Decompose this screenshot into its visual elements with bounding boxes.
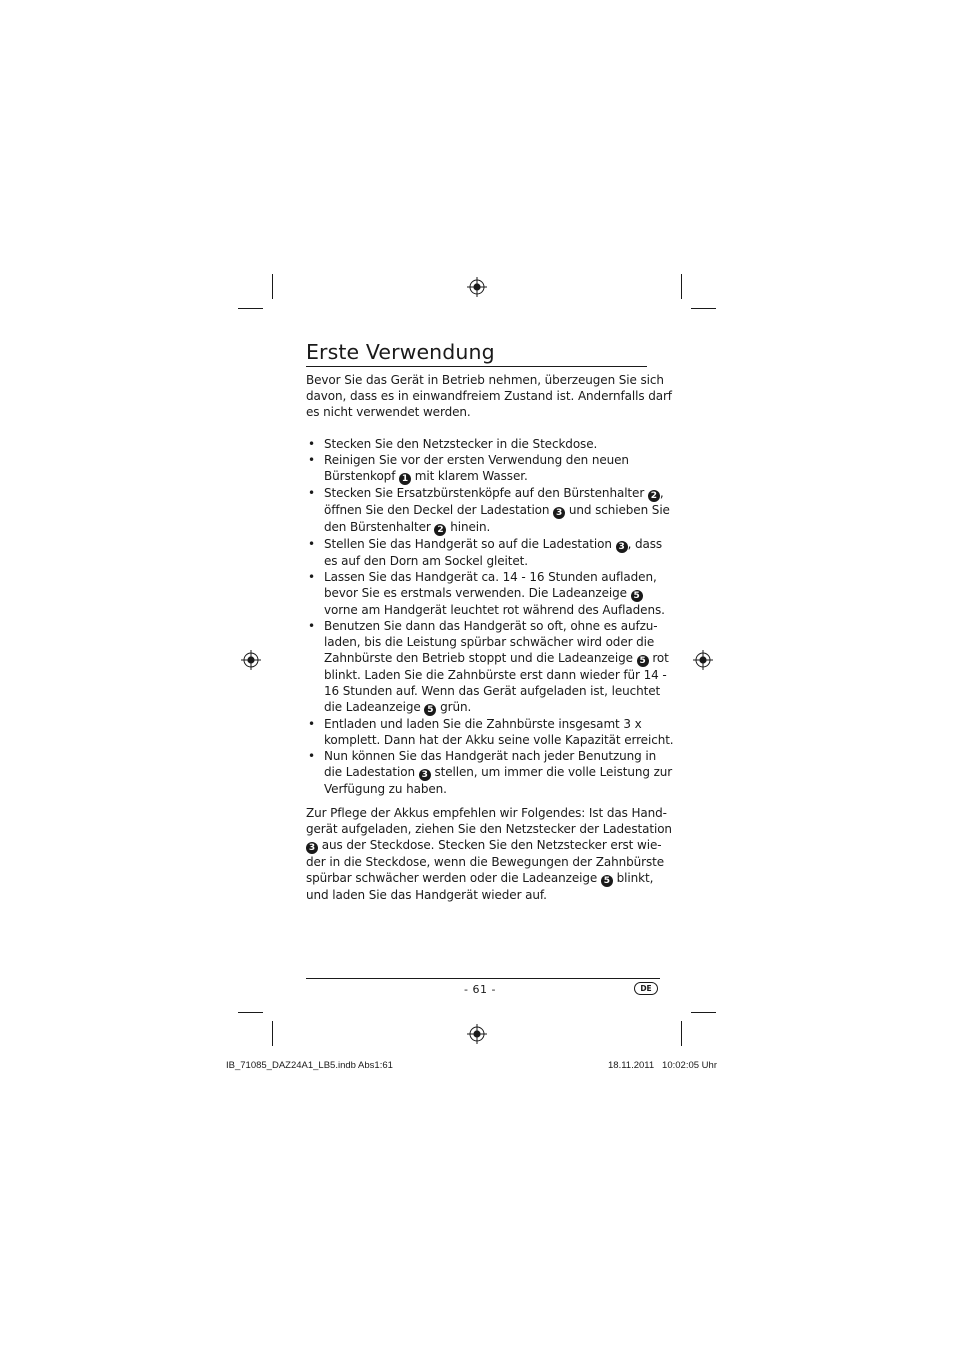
list-item-text: bevor Sie es erstmals verwenden. Die Ladeanzeige [324, 586, 627, 600]
crop-mark-top-right-horizontal [691, 308, 716, 309]
list-item [306, 485, 670, 536]
list-item-line [324, 764, 673, 781]
list-item-text: rot [652, 651, 669, 665]
bullet-icon: • [308, 749, 315, 763]
list-item [306, 618, 669, 716]
section-title: Erste Verwendung [306, 340, 495, 364]
list-item-line [324, 502, 670, 519]
crop-mark-top-right-vertical [681, 274, 682, 299]
bullet-icon: • [308, 619, 315, 633]
part-number-2-icon: 2 [434, 524, 446, 536]
part-number-5-icon: 5 [637, 655, 649, 667]
list-item-text: hinein. [450, 520, 491, 534]
list-item-line: Lassen Sie das Handgerät ca. 14 - 16 Stunden aufladen, [324, 570, 657, 584]
bullet-icon: • [308, 570, 315, 584]
crop-mark-top-left-vertical [272, 274, 273, 299]
part-number-5-icon: 5 [631, 590, 643, 602]
crop-mark-bottom-left-horizontal [238, 1012, 263, 1013]
bullet-icon: • [308, 537, 315, 551]
intro-line: Bevor Sie das Gerät in Betrieb nehmen, überzeugen Sie sich [306, 373, 664, 387]
part-number-3-icon: 3 [419, 769, 431, 781]
list-item [306, 536, 663, 569]
part-number-5-icon: 5 [424, 704, 436, 716]
list-item-text: Bürstenkopf [324, 469, 396, 483]
list-item-text: mit klarem Wasser. [414, 469, 528, 483]
instruction-list [306, 436, 674, 797]
list-item-line: 16 Stunden auf. Wenn das Gerät aufgeladen ist, leuchtet [324, 684, 661, 698]
list-item-text: Stellen Sie das Handgerät so auf die Ladestation [324, 537, 612, 551]
part-number-3-icon: 3 [553, 507, 565, 519]
list-item [306, 452, 654, 485]
list-item-text: , dass [627, 537, 663, 551]
bullet-icon: • [308, 486, 315, 500]
care-text: spürbar schwächer werden oder die Ladeanzeige [306, 871, 598, 885]
care-line: der in die Steckdose, wenn die Bewegungen der Zahnbürste [306, 855, 664, 869]
list-item-text: stellen, um immer die volle Leistung zur [434, 765, 673, 779]
crop-mark-bottom-right-vertical [681, 1021, 682, 1046]
intro-line: es nicht verwendet werden. [306, 405, 471, 419]
print-slug-timestamp: 18.11.2011 10:02:05 Uhr [608, 1060, 717, 1071]
list-item-line: Benutzen Sie dann das Handgerät so oft, ohne es aufzu- [324, 619, 658, 633]
care-line: Zur Pflege der Akkus empfehlen wir Folgendes: Ist das Hand- [306, 806, 667, 820]
care-line [306, 837, 662, 854]
list-item-line [324, 536, 663, 553]
list-item-line: Entladen und laden Sie die Zahnbürste insgesamt 3 x [324, 717, 642, 731]
part-number-2-icon: 2 [648, 490, 660, 502]
list-item-line: vorne am Handgerät leuchtet rot während des Aufladens. [324, 603, 665, 617]
list-item-line [324, 485, 664, 502]
list-item-line: laden, bis die Leistung spürbar schwächer wird oder die [324, 635, 655, 649]
registration-mark-icon [241, 650, 261, 670]
part-number-3-icon: 3 [616, 541, 628, 553]
part-number-5-icon: 5 [601, 875, 613, 887]
list-item-line: blinkt. Laden Sie die Zahnbürste erst dann wieder für 14 - [324, 668, 667, 682]
list-item-line [324, 585, 654, 602]
title-underline [306, 366, 647, 367]
list-item-line [324, 519, 654, 536]
list-item-line [324, 468, 654, 485]
care-text: blinkt, [616, 871, 654, 885]
list-item-line [324, 699, 654, 716]
list-item-text: die Ladeanzeige [324, 700, 421, 714]
list-item-line [324, 650, 669, 667]
list-item-line: Verfügung zu haben. [324, 782, 447, 796]
list-item-text: Zahnbürste den Betrieb stoppt und die Ladeanzeige [324, 651, 633, 665]
footer-rule [306, 978, 660, 979]
list-item-text: den Bürstenhalter [324, 520, 431, 534]
part-number-3-icon: 3 [306, 842, 318, 854]
care-text: aus der Steckdose. Stecken Sie den Netzstecker erst wie- [321, 838, 662, 852]
crop-mark-bottom-right-horizontal [691, 1012, 716, 1013]
registration-mark-icon [693, 650, 713, 670]
registration-mark-icon [467, 1024, 487, 1044]
crop-mark-bottom-left-vertical [272, 1021, 273, 1046]
list-item [306, 716, 674, 748]
intro-paragraph [306, 372, 672, 420]
list-item [306, 569, 665, 618]
bullet-icon: • [308, 453, 315, 467]
list-item-line: Stecken Sie den Netzstecker in die Steckdose. [324, 437, 598, 451]
registration-mark-icon [467, 277, 487, 297]
list-item-text: , [659, 486, 664, 500]
list-item-line: Reinigen Sie vor der ersten Verwendung den neuen [324, 453, 629, 467]
page-number: - 61 - [464, 983, 496, 996]
intro-line: davon, dass es in einwandfreiem Zustand ist. Andernfalls darf [306, 389, 672, 403]
list-item-text: öffnen Sie den Deckel der Ladestation [324, 503, 550, 517]
list-item-line: komplett. Dann hat der Akku seine volle Kapazität erreicht. [324, 733, 674, 747]
bullet-icon: • [308, 717, 315, 731]
care-line [306, 870, 654, 887]
print-slug-file: IB_71085_DAZ24A1_LB5.indb Abs1:61 [226, 1060, 393, 1071]
list-item [306, 748, 673, 797]
care-line: und laden Sie das Handgerät wieder auf. [306, 888, 547, 902]
list-item-line: es auf den Dorn am Sockel gleitet. [324, 554, 528, 568]
part-number-1-icon: 1 [399, 473, 411, 485]
list-item-line: Nun können Sie das Handgerät nach jeder Benutzung in [324, 749, 657, 763]
list-item-text: die Ladestation [324, 765, 415, 779]
crop-mark-top-left-horizontal [238, 308, 263, 309]
bullet-icon: • [308, 437, 315, 451]
care-paragraph [306, 805, 672, 903]
list-item-text: Stecken Sie Ersatzbürstenköpfe auf den Bürstenhalter [324, 486, 645, 500]
list-item-text: grün. [440, 700, 472, 714]
list-item-text: und schieben Sie [568, 503, 670, 517]
language-badge: DE [634, 982, 658, 995]
care-line: gerät aufgeladen, ziehen Sie den Netzstecker der Ladestation [306, 822, 672, 836]
list-item [306, 436, 654, 452]
